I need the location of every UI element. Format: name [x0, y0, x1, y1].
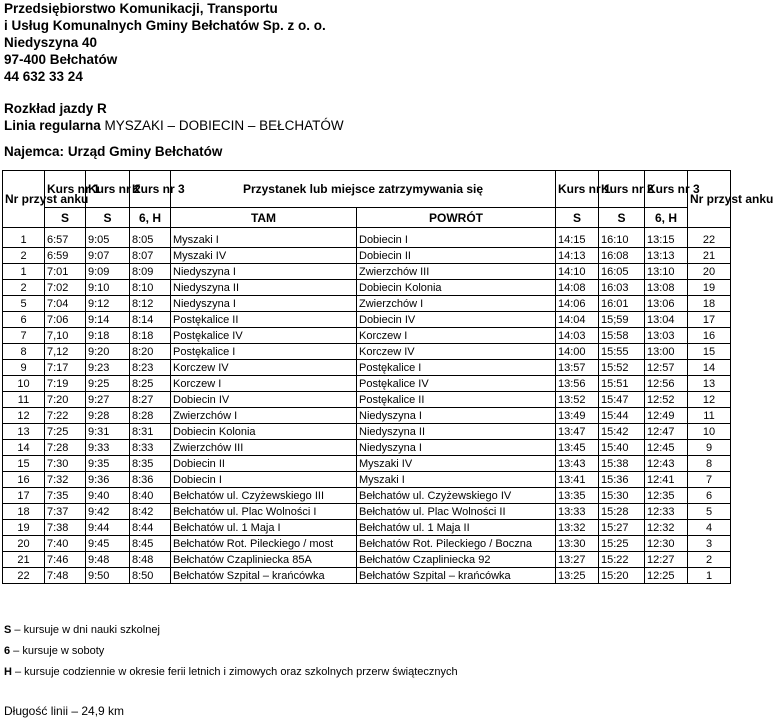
stop-number: 13: [3, 424, 45, 440]
stop-name-powrot: Dobiecin IV: [357, 312, 556, 328]
return-course-3-time: 12:25: [645, 568, 688, 584]
line-title: [4, 117, 344, 134]
course-1-time: 7:19: [45, 376, 86, 392]
return-course-2-time: 15:40: [599, 440, 645, 456]
return-stop-number: 11: [688, 408, 731, 424]
stop-number: 7: [3, 328, 45, 344]
timetable-body: [3, 228, 731, 584]
course-3-time: 8:42: [130, 504, 171, 520]
return-course-3-time: 12:33: [645, 504, 688, 520]
course-3-time: 8:44: [130, 520, 171, 536]
stop-name-powrot: Bełchatów Rot. Pileckiego / Boczna: [357, 536, 556, 552]
return-stop-number: 13: [688, 376, 731, 392]
stop-number: 21: [3, 552, 45, 568]
stop-name-powrot: Bełchatów ul. 1 Maja II: [357, 520, 556, 536]
course-1-time: 7,10: [45, 328, 86, 344]
return-course-2-time: 15:25: [599, 536, 645, 552]
return-course-1-time: 13:47: [556, 424, 599, 440]
stop-name-tam: Postękalice IV: [171, 328, 357, 344]
course-3-time: 8:10: [130, 280, 171, 296]
return-course-2-time: 15:30: [599, 488, 645, 504]
stop-number: 1: [3, 228, 45, 248]
return-course-2-time: 15:51: [599, 376, 645, 392]
return-course-1-time: 14:06: [556, 296, 599, 312]
legend-s-text: – kursuje w dni nauki szkolnej: [11, 624, 160, 636]
course-2-time: 9:44: [86, 520, 130, 536]
return-stop-number: 8: [688, 456, 731, 472]
return-stop-number: 16: [688, 328, 731, 344]
return-course-3-time: 12:43: [645, 456, 688, 472]
return-stop-number: 2: [688, 552, 731, 568]
company-phone: 44 632 33 24: [4, 69, 83, 84]
table-row: [3, 488, 731, 504]
return-course-1-time: 13:32: [556, 520, 599, 536]
stop-name-tam: Dobiecin I: [171, 472, 357, 488]
course-2-time: 9:27: [86, 392, 130, 408]
course-2-time: 9:09: [86, 264, 130, 280]
stop-number: 17: [3, 488, 45, 504]
stop-name-tam: Bełchatów Czapliniecka 85A: [171, 552, 357, 568]
return-course-2-time: 15:38: [599, 456, 645, 472]
table-row: [3, 424, 731, 440]
table-row: [3, 280, 731, 296]
schedule-title: Rozkład jazdy R: [4, 101, 107, 116]
return-course-2-time: 15:52: [599, 360, 645, 376]
return-course-1-time: 13:30: [556, 536, 599, 552]
legend-h-key: H: [4, 666, 12, 678]
return-course-1-time: 14:08: [556, 280, 599, 296]
stop-number: 1: [3, 264, 45, 280]
stop-name-tam: Korczew I: [171, 376, 357, 392]
stop-name-powrot: Korczew I: [357, 328, 556, 344]
stop-number: 14: [3, 440, 45, 456]
return-course-3-time: 13:00: [645, 344, 688, 360]
return-course-2-time: 15:44: [599, 408, 645, 424]
table-row: [3, 536, 731, 552]
return-stop-number: 14: [688, 360, 731, 376]
return-course-2-time: 15:28: [599, 504, 645, 520]
header-return-course-2: Kurs nr 2: [599, 171, 645, 208]
line-length: Długość linii – 24,9 km: [4, 704, 125, 718]
return-course-1-time: 14:00: [556, 344, 599, 360]
return-course-3-time: 12:45: [645, 440, 688, 456]
course-1-time: 7:30: [45, 456, 86, 472]
course-3-time: 8:50: [130, 568, 171, 584]
company-name-line2: i Usług Komunalnych Gminy Bełchatów Sp. z o. o.: [4, 18, 326, 33]
table-row: [3, 228, 731, 248]
stop-name-powrot: Zwierzchów III: [357, 264, 556, 280]
stop-number: 6: [3, 312, 45, 328]
return-course-1-time: 13:52: [556, 392, 599, 408]
course-1-time: 7:40: [45, 536, 86, 552]
return-stop-number: 18: [688, 296, 731, 312]
table-row: [3, 264, 731, 280]
return-course-1-time: 13:41: [556, 472, 599, 488]
course-1-time: 7:35: [45, 488, 86, 504]
sub-course-1-days: S: [45, 208, 86, 228]
stop-name-powrot: Dobiecin I: [357, 228, 556, 248]
return-course-1-time: 13:45: [556, 440, 599, 456]
course-1-time: 7:02: [45, 280, 86, 296]
course-2-time: 9:14: [86, 312, 130, 328]
stop-name-powrot: Myszaki IV: [357, 456, 556, 472]
table-row: [3, 440, 731, 456]
course-2-time: 9:35: [86, 456, 130, 472]
course-2-time: 9:20: [86, 344, 130, 360]
line-name: MYSZAKI – DOBIECIN – BEŁCHATÓW: [104, 118, 344, 133]
return-course-1-time: 13:25: [556, 568, 599, 584]
course-2-time: 9:10: [86, 280, 130, 296]
table-row: [3, 376, 731, 392]
course-1-time: 7:25: [45, 424, 86, 440]
return-course-1-time: 13:57: [556, 360, 599, 376]
course-2-time: 9:33: [86, 440, 130, 456]
stop-number: 2: [3, 280, 45, 296]
contractor: [4, 143, 222, 160]
return-course-3-time: 13:10: [645, 264, 688, 280]
legend-s-key: S: [4, 624, 12, 636]
stop-name-powrot: Dobiecin Kolonia: [357, 280, 556, 296]
table-row: [3, 296, 731, 312]
legend-h-text: – kursuje codziennie w okresie ferii letnich i zimowych oraz szkolnych przerw świątecznych: [11, 666, 458, 678]
course-1-time: 7:38: [45, 520, 86, 536]
timetable: [2, 170, 773, 584]
course-2-time: 9:23: [86, 360, 130, 376]
course-2-time: 9:50: [86, 568, 130, 584]
course-3-time: 8:36: [130, 472, 171, 488]
course-3-time: 8:48: [130, 552, 171, 568]
company-name-line1: Przedsiębiorstwo Komunikacji, Transportu: [4, 1, 278, 16]
course-3-time: 8:23: [130, 360, 171, 376]
course-1-time: 7:22: [45, 408, 86, 424]
stop-name-tam: Niedyszyna I: [171, 296, 357, 312]
company-street: Niedyszyna 40: [4, 35, 98, 50]
stop-name-tam: Bełchatów ul. 1 Maja I: [171, 520, 357, 536]
header-stop-number: Nr przyst anku: [3, 171, 45, 228]
course-2-time: 9:48: [86, 552, 130, 568]
course-1-time: 7:06: [45, 312, 86, 328]
stop-name-powrot: Niedyszyna I: [357, 408, 556, 424]
header-course-3: Kurs nr 3: [130, 171, 171, 208]
return-stop-number: 15: [688, 344, 731, 360]
table-row: [3, 504, 731, 520]
return-course-3-time: 12:41: [645, 472, 688, 488]
return-course-3-time: 13:13: [645, 248, 688, 264]
return-course-1-time: 14:03: [556, 328, 599, 344]
stop-name-powrot: Korczew IV: [357, 344, 556, 360]
course-3-time: 8:28: [130, 408, 171, 424]
course-3-time: 8:07: [130, 248, 171, 264]
header-course-2: Kurs nr 2: [86, 171, 130, 208]
stop-name-powrot: Postękalice I: [357, 360, 556, 376]
return-course-2-time: 16:08: [599, 248, 645, 264]
return-course-2-time: 15:47: [599, 392, 645, 408]
table-row: [3, 568, 731, 584]
stop-name-powrot: Dobiecin II: [357, 248, 556, 264]
return-course-3-time: 12:35: [645, 488, 688, 504]
legend-6: [4, 644, 104, 658]
return-course-3-time: 12:56: [645, 376, 688, 392]
course-1-time: 7:28: [45, 440, 86, 456]
return-course-1-time: 13:56: [556, 376, 599, 392]
stop-number: 20: [3, 536, 45, 552]
course-3-time: 8:20: [130, 344, 171, 360]
course-2-time: 9:07: [86, 248, 130, 264]
return-course-3-time: 12:30: [645, 536, 688, 552]
stop-name-tam: Dobiecin II: [171, 456, 357, 472]
stop-number: 11: [3, 392, 45, 408]
stop-name-powrot: Zwierzchów I: [357, 296, 556, 312]
course-2-time: 9:28: [86, 408, 130, 424]
return-course-2-time: 16:03: [599, 280, 645, 296]
return-course-3-time: 12:32: [645, 520, 688, 536]
return-course-1-time: 14:13: [556, 248, 599, 264]
company-city: 97-400 Bełchatów: [4, 52, 118, 67]
table-row: [3, 360, 731, 376]
course-3-time: 8:31: [130, 424, 171, 440]
return-course-3-time: 12:52: [645, 392, 688, 408]
table-row: [3, 520, 731, 536]
stop-number: 9: [3, 360, 45, 376]
return-stop-number: 5: [688, 504, 731, 520]
stop-number: 10: [3, 376, 45, 392]
stop-name-tam: Bełchatów Rot. Pileckiego / most: [171, 536, 357, 552]
return-stop-number: 1: [688, 568, 731, 584]
return-course-1-time: 13:27: [556, 552, 599, 568]
stop-name-powrot: Myszaki I: [357, 472, 556, 488]
legend-s: [4, 623, 160, 637]
table-row: [3, 408, 731, 424]
return-course-1-time: 13:35: [556, 488, 599, 504]
course-2-time: 9:36: [86, 472, 130, 488]
return-stop-number: 9: [688, 440, 731, 456]
return-course-3-time: 13:06: [645, 296, 688, 312]
legend-h: [4, 665, 458, 679]
course-1-time: 7:48: [45, 568, 86, 584]
stop-name-powrot: Bełchatów Szpital – krańcówka: [357, 568, 556, 584]
stop-number: 5: [3, 296, 45, 312]
course-2-time: 9:45: [86, 536, 130, 552]
header-course-1: Kurs nr 1: [45, 171, 86, 208]
table-row: [3, 312, 731, 328]
header-stop-name: Przystanek lub miejsce zatrzymywania się: [171, 171, 556, 208]
stop-number: 19: [3, 520, 45, 536]
sub-course-3-days: 6, H: [130, 208, 171, 228]
course-1-time: 7:32: [45, 472, 86, 488]
return-stop-number: 19: [688, 280, 731, 296]
return-course-2-time: 15:27: [599, 520, 645, 536]
course-1-time: 6:57: [45, 228, 86, 248]
course-3-time: 8:12: [130, 296, 171, 312]
course-2-time: 9:12: [86, 296, 130, 312]
stop-name-tam: Myszaki I: [171, 228, 357, 248]
course-1-time: 7:04: [45, 296, 86, 312]
course-3-time: 8:27: [130, 392, 171, 408]
stop-name-powrot: Niedyszyna II: [357, 424, 556, 440]
return-course-2-time: 16:05: [599, 264, 645, 280]
stop-number: 22: [3, 568, 45, 584]
table-row: [3, 344, 731, 360]
return-course-3-time: 13:04: [645, 312, 688, 328]
stop-name-powrot: Bełchatów Czapliniecka 92: [357, 552, 556, 568]
course-3-time: 8:45: [130, 536, 171, 552]
return-course-1-time: 13:43: [556, 456, 599, 472]
course-3-time: 8:14: [130, 312, 171, 328]
header-return-course-1: Kurs nr 1: [556, 171, 599, 208]
return-course-1-time: 14:15: [556, 228, 599, 248]
return-course-3-time: 13:03: [645, 328, 688, 344]
header-return-course-3: Kurs nr 3: [645, 171, 688, 208]
line-label: Linia regularna: [4, 118, 101, 133]
stop-name-tam: Bełchatów ul. Plac Wolności I: [171, 504, 357, 520]
return-course-2-time: 15:42: [599, 424, 645, 440]
course-3-time: 8:09: [130, 264, 171, 280]
stop-number: 16: [3, 472, 45, 488]
return-course-2-time: 15:20: [599, 568, 645, 584]
course-1-time: 7,12: [45, 344, 86, 360]
course-3-time: 8:05: [130, 228, 171, 248]
stop-number: 15: [3, 456, 45, 472]
stop-name-tam: Postękalice I: [171, 344, 357, 360]
table-row: [3, 328, 731, 344]
return-course-2-time: 15:22: [599, 552, 645, 568]
course-1-time: 7:37: [45, 504, 86, 520]
return-stop-number: 21: [688, 248, 731, 264]
stop-name-powrot: Bełchatów ul. Plac Wolności II: [357, 504, 556, 520]
course-1-time: 7:17: [45, 360, 86, 376]
course-2-time: 9:18: [86, 328, 130, 344]
course-2-time: 9:05: [86, 228, 130, 248]
course-1-time: 7:46: [45, 552, 86, 568]
course-3-time: 8:18: [130, 328, 171, 344]
return-course-3-time: 12:49: [645, 408, 688, 424]
return-course-3-time: 12:27: [645, 552, 688, 568]
return-course-3-time: 12:47: [645, 424, 688, 440]
sub-direction-powrot: POWRÓT: [357, 208, 556, 228]
table-row: [3, 392, 731, 408]
stop-name-tam: Bełchatów ul. Czyżewskiego III: [171, 488, 357, 504]
table-row: [3, 552, 731, 568]
return-course-2-time: 15;59: [599, 312, 645, 328]
legend-6-text: – kursuje w soboty: [10, 645, 105, 657]
return-stop-number: 20: [688, 264, 731, 280]
return-course-3-time: 13:08: [645, 280, 688, 296]
sub-course-2-days: S: [86, 208, 130, 228]
course-2-time: 9:40: [86, 488, 130, 504]
return-course-3-time: 12:57: [645, 360, 688, 376]
return-course-1-time: 14:04: [556, 312, 599, 328]
return-stop-number: 6: [688, 488, 731, 504]
return-course-3-time: 13:15: [645, 228, 688, 248]
course-3-time: 8:35: [130, 456, 171, 472]
return-course-1-time: 13:49: [556, 408, 599, 424]
return-stop-number: 7: [688, 472, 731, 488]
contractor-name: Urząd Gminy Bełchatów: [67, 144, 223, 159]
sub-direction-tam: TAM: [171, 208, 357, 228]
stop-name-tam: Dobiecin Kolonia: [171, 424, 357, 440]
return-course-2-time: 16:10: [599, 228, 645, 248]
course-2-time: 9:31: [86, 424, 130, 440]
return-stop-number: 10: [688, 424, 731, 440]
stop-name-tam: Korczew IV: [171, 360, 357, 376]
stop-name-tam: Niedyszyna II: [171, 280, 357, 296]
stop-name-tam: Myszaki IV: [171, 248, 357, 264]
table-row: [3, 472, 731, 488]
sub-return-course-1-days: S: [556, 208, 599, 228]
return-course-2-time: 15:58: [599, 328, 645, 344]
stop-name-powrot: Postękalice IV: [357, 376, 556, 392]
return-course-2-time: 15:55: [599, 344, 645, 360]
table-row: [3, 456, 731, 472]
stop-name-tam: Bełchatów Szpital – krańcówka: [171, 568, 357, 584]
header-return-stop-number: Nr przyst anku: [688, 171, 731, 228]
stop-name-powrot: Bełchatów ul. Czyżewskiego IV: [357, 488, 556, 504]
stop-name-tam: Zwierzchów I: [171, 408, 357, 424]
course-3-time: 8:33: [130, 440, 171, 456]
return-stop-number: 17: [688, 312, 731, 328]
return-stop-number: 3: [688, 536, 731, 552]
return-stop-number: 12: [688, 392, 731, 408]
return-stop-number: 22: [688, 228, 731, 248]
sub-return-course-2-days: S: [599, 208, 645, 228]
course-1-time: 7:20: [45, 392, 86, 408]
course-1-time: 7:01: [45, 264, 86, 280]
course-2-time: 9:25: [86, 376, 130, 392]
course-3-time: 8:40: [130, 488, 171, 504]
sub-return-course-3-days: 6, H: [645, 208, 688, 228]
return-course-2-time: 16:01: [599, 296, 645, 312]
stop-name-powrot: Niedyszyna I: [357, 440, 556, 456]
legend-6-key: 6: [4, 645, 11, 657]
course-2-time: 9:42: [86, 504, 130, 520]
table-row: [3, 248, 731, 264]
course-3-time: 8:25: [130, 376, 171, 392]
contractor-label: Najemca:: [4, 144, 65, 159]
stop-name-powrot: Postękalice II: [357, 392, 556, 408]
return-stop-number: 4: [688, 520, 731, 536]
course-1-time: 6:59: [45, 248, 86, 264]
return-course-1-time: 14:10: [556, 264, 599, 280]
stop-number: 18: [3, 504, 45, 520]
stop-name-tam: Niedyszyna I: [171, 264, 357, 280]
stop-name-tam: Zwierzchów III: [171, 440, 357, 456]
stop-name-tam: Dobiecin IV: [171, 392, 357, 408]
stop-number: 2: [3, 248, 45, 264]
stop-number: 12: [3, 408, 45, 424]
stop-name-tam: Postękalice II: [171, 312, 357, 328]
return-course-1-time: 13:33: [556, 504, 599, 520]
stop-number: 8: [3, 344, 45, 360]
return-course-2-time: 15:36: [599, 472, 645, 488]
